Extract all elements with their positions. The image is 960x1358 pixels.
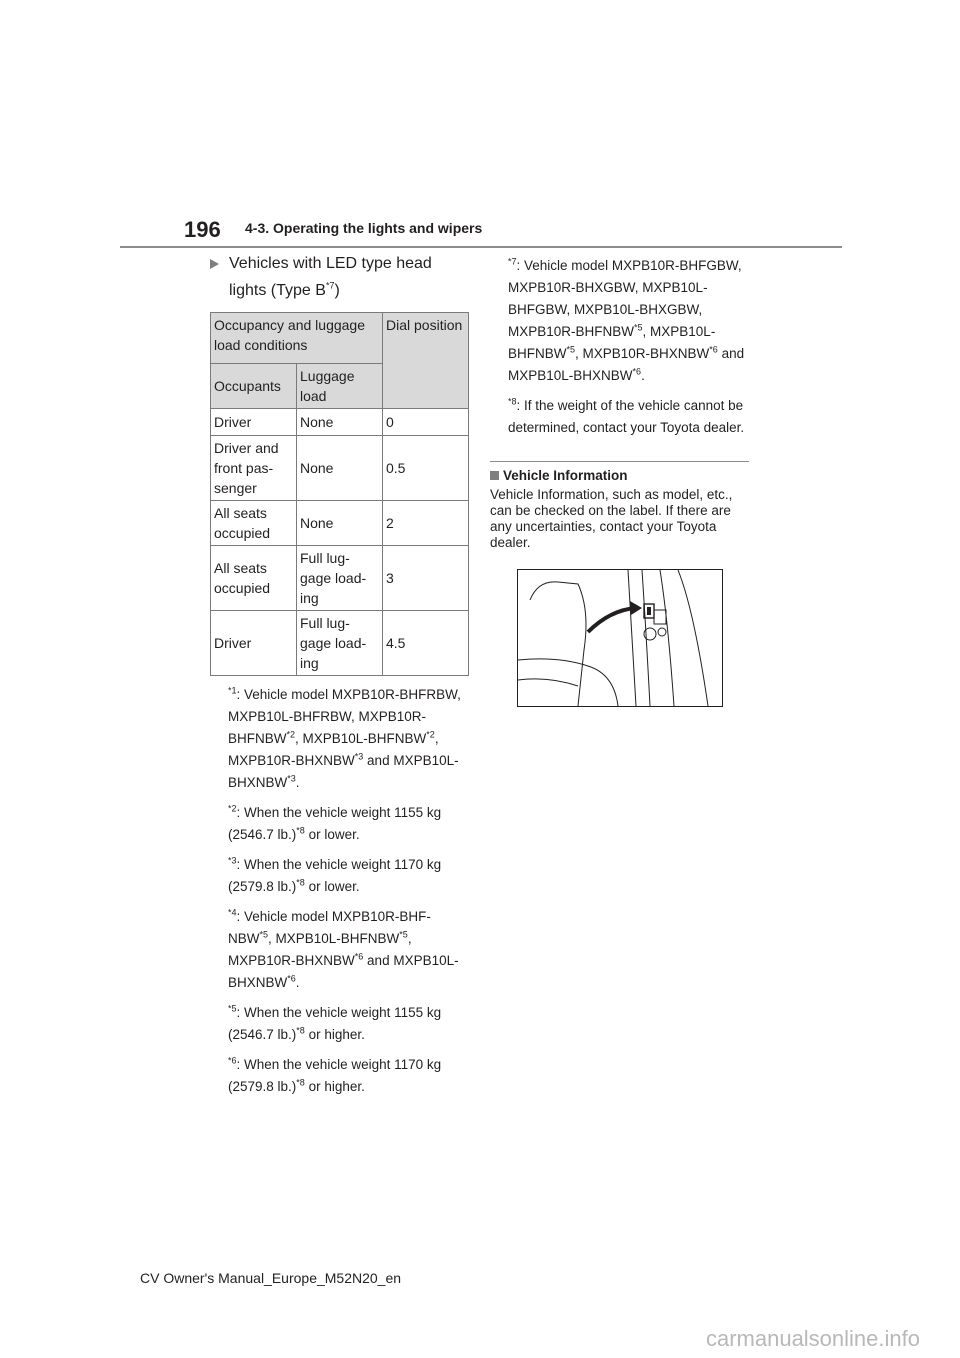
left-column xyxy=(210,250,470,1106)
header-luggage-load: Luggage load xyxy=(297,364,383,409)
table-row: Driver None 0 xyxy=(211,409,469,436)
vehicle-info-body: Vehicle Information, such as model, etc., can be checked on the label. If there are any uncertainties, contact your Toyota dealer. xyxy=(490,487,733,550)
right-column xyxy=(490,255,750,707)
page-header xyxy=(120,212,842,248)
page-footer: CV Owner's Manual_Europe_M52N20_en xyxy=(140,1270,402,1286)
watermark: carmanualsonline.info xyxy=(705,1326,920,1351)
table-row: All seats occupied None 2 xyxy=(211,501,469,546)
heading-text: Vehicles with LED type head lights (Type B xyxy=(229,255,432,299)
heading-footnote-ref: *7 xyxy=(325,280,335,291)
footnotes-left xyxy=(210,684,470,1098)
dial-position-table xyxy=(210,312,469,676)
square-bullet-icon xyxy=(490,471,499,480)
table-row: Driver Full lug-gage load-ing 4.5 xyxy=(211,611,469,676)
triangle-bullet-icon xyxy=(210,259,219,269)
header-occupants: Occupants xyxy=(211,364,297,409)
header-dial-position: Dial position xyxy=(383,313,469,409)
footnote-5: $^{*5}$: When the vehicle weight 1155 kg (2546.7 lb.)$^{*8}$ or higher. xyxy=(228,1003,442,1042)
section-title: 4-3. Operating the lights and wipers xyxy=(245,220,483,236)
footnote-3: $^{*3}$: When the vehicle weight 1170 kg (2579.8 lb.)$^{*8}$ or lower. xyxy=(228,855,442,894)
footnote-4: $^{*4}$: Vehicle model MXPB10R-BHF-NBW$^{*5}$, MXPB10L-BHFNBW$^{*5}$, MXPB10R-BHXNBW$^{*6}$ and MXPB10L-BHXNBW$^{*6}$. xyxy=(228,907,459,990)
footnote-7: $^{*7}$: Vehicle model MXPB10R-BHFGBW, MXPB10R-BHXGBW, MXPB10L-BHFGBW, MXPB10L-BHXGBW, MXPB10R-BHFNBW$^{*5}$, MXPB10L-BHFNBW$^{*5}$, MXPB10R-BHXNBW$^{*6}$ and MXPB10L-BHXNBW$^{*6}$. xyxy=(508,256,745,383)
footnote-2: $^{*2}$: When the vehicle weight 1155 kg (2546.7 lb.)$^{*8}$ or lower. xyxy=(228,803,442,842)
door-pillar-label-icon xyxy=(518,570,722,706)
table-row: All seats occupied Full lug-gage load-ing 3 xyxy=(211,546,469,611)
vehicle-info-title: Vehicle Information xyxy=(490,468,750,483)
vehicle-label-illustration xyxy=(517,569,723,707)
section-heading: Vehicles with LED type head lights (Type $B^{*7}$) xyxy=(210,250,470,304)
section-divider xyxy=(490,461,749,462)
footnote-8: $^{*8}$: If the weight of the vehicle cannot be determined, contact your Toyota dealer. xyxy=(508,396,745,435)
footnote-6: $^{*6}$: When the vehicle weight 1170 kg (2579.8 lb.)$^{*8}$ or higher. xyxy=(228,1055,442,1094)
table-row: Driver and front pas-senger None 0.5 xyxy=(211,436,469,501)
header-occupancy-conditions: Occupancy and luggage load conditions xyxy=(211,313,383,364)
footnote-1: $^{*1}$: Vehicle model MXPB10R-BHFRBW, MXPB10L-BHFRBW, MXPB10R-BHFNBW$^{*2}$, MXPB10L-BHFNBW$^{*2}$, MXPB10R-BHXNBW$^{*3}$ and MXPB10L-BHXNBW$^{*3}$. xyxy=(228,685,461,790)
table-header-row xyxy=(211,313,469,364)
page-number: 196 xyxy=(184,217,221,242)
